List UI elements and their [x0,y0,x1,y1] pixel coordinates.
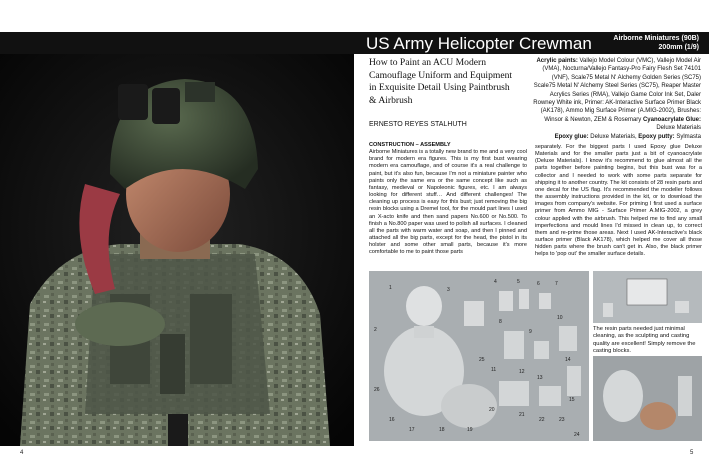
materials-list [531,57,701,141]
part-number-label: 3 [447,287,450,293]
bust-photo [0,54,354,446]
cyano-label: Cyanoacrylate Glue: [642,116,701,123]
part-number-label: 22 [539,417,545,423]
part-number-label: 12 [519,369,525,375]
header-bar [0,32,709,54]
kit-info [613,34,699,52]
part-number-label: 26 [374,387,380,393]
part-number-label: 6 [537,281,540,287]
part-number-label: 11 [491,367,497,373]
part-number-label: 15 [569,397,575,403]
body-column-1 [369,142,527,257]
part-number-label: 7 [555,281,558,287]
part-number-label: 16 [389,417,395,423]
body-text-1: Airborne Miniatures is a totally new brand to me and a very cool brand for modern era figures. This is my first bust wearing modern era camouflage, and of course it's a real challenge to paint, but it's also fun, because I'm not a miniature painter who paints only the same era or the same concept like such as fantasy, medieval or Napoleonic figures, etc. I am always looking for different stuff… And different challenges! The cleaning up process is easy for this bust; just removing the big resin blocks using a Dremel tool, for the mould part lines I used an X-acto knife and then sand papers No.600 or No.500. To finish a No.800 paper was used to polish all surfaces. I cleaned all the parts with warm water and soap, and then I pinned and attached all the big parts, except for the head, the pistol in its holster and some other small parts, because it's more comfortable to me to paint those parts [369,149,527,256]
part-number-label: 19 [467,427,473,433]
page-number-right: 5 [690,450,694,456]
small-parts-illustration [593,271,702,323]
photo-caption: The resin parts needed just minimal cleaning, as the sculpting and casting quality are excellent! Simply remove the casting blocks. [593,326,696,354]
part-number-label: 17 [409,427,415,433]
article-subtitle: How to Paint an ACU Modern Camouflage Uniform and Equipment in Exquisite Detail Using Paintbrush & Airbrush [369,57,513,106]
epoxy-text: Deluxe Materials, [590,133,637,140]
part-number-label: 14 [565,357,571,363]
bust-illustration [0,54,354,446]
part-number-label: 23 [559,417,565,423]
page-number-left: 4 [20,450,24,456]
resin-parts-illustration [369,271,589,441]
part-number-label: 21 [519,412,525,418]
epoxy-label: Epoxy glue: [554,133,589,140]
part-number-label: 13 [537,375,543,381]
putty-text: Sylmasta [676,133,701,140]
part-number-label: 5 [517,279,520,285]
kit-maker: Airborne Miniatures (90B) [613,35,699,42]
part-number-label: 9 [529,329,532,335]
head-detail-photo [593,356,702,441]
kit-scale: 200mm (1/9) [658,44,699,51]
part-number-label: 2 [374,327,377,333]
part-number-label: 24 [574,432,580,438]
part-number-label: 1 [389,285,392,291]
body-column-2: separately. For the biggest parts I used Epoxy glue Deluxe Materials and for the smaller parts just a bit of cyanoacrylate (Deluxe Materials). I know it's recommend to glue almost all the parts together before painting begins, but this bust was for a collector and I needed to work with some parts separate for shipping it to another country. The kit consists of 28 resin parts and one decal for the US flag. It's recommended the modeller follows the assembly instructions provided in the kit, or to download the images from company's website. For priming I first used a surface primer from Ammo MIG - Surface Primer A.MIG-2002, a grey colour applied with the airbrush. This helped me to find any small imperfections and mould lines I'd missed in clean up, to correct them and re-prime those areas. Next I used AK-Interactive's black surface primer (Black AK178), which helped me cover all those hidden parts where the brush can't get in. Also, the black primer helps to 'pop out' the smaller surface details. [535,144,702,258]
article-title: US Army Helicopter Crewman [366,34,592,53]
cyano-text: Deluxe Materials [656,125,701,132]
part-number-label: 4 [494,279,497,285]
putty-label: Epoxy putty: [638,133,675,140]
author-byline: ERNESTO REYES STALHUTH [369,121,467,128]
part-number-label: 10 [557,315,563,321]
section-heading: CONSTRUCTION – ASSEMBLY [369,142,451,148]
resin-parts-photo [369,271,589,441]
part-number-label: 18 [439,427,445,433]
head-parts-illustration [593,356,702,441]
paints-label: Acrylic paints: [536,58,578,64]
flag-decal-photo [593,271,702,323]
part-number-label: 8 [499,319,502,325]
paints-text: Vallejo Model Colour (VMC), Vallejo Model Air (VMA), Nocturna/Vallejo Fantasy-Pro Fairy Flesh Set 74101 (VNF), Scale75 Metal N' Alchemy Golden Series (SC75) Scale75 Metal N' Alchemy Steel Series (SC75), Reaper Master Acrylics Series (RMA), Vallejo Game Color Ink Set, Daler Rowney White ink, Primer: AK-Interactive Surface Primer Black (AK178), Ammo Mig Surface Primer (A.MIG-2002), Brushes: Winsor & Newton, ZEM & Rosemary [533,58,701,123]
part-number-label: 20 [489,407,495,413]
part-number-label: 25 [479,357,485,363]
